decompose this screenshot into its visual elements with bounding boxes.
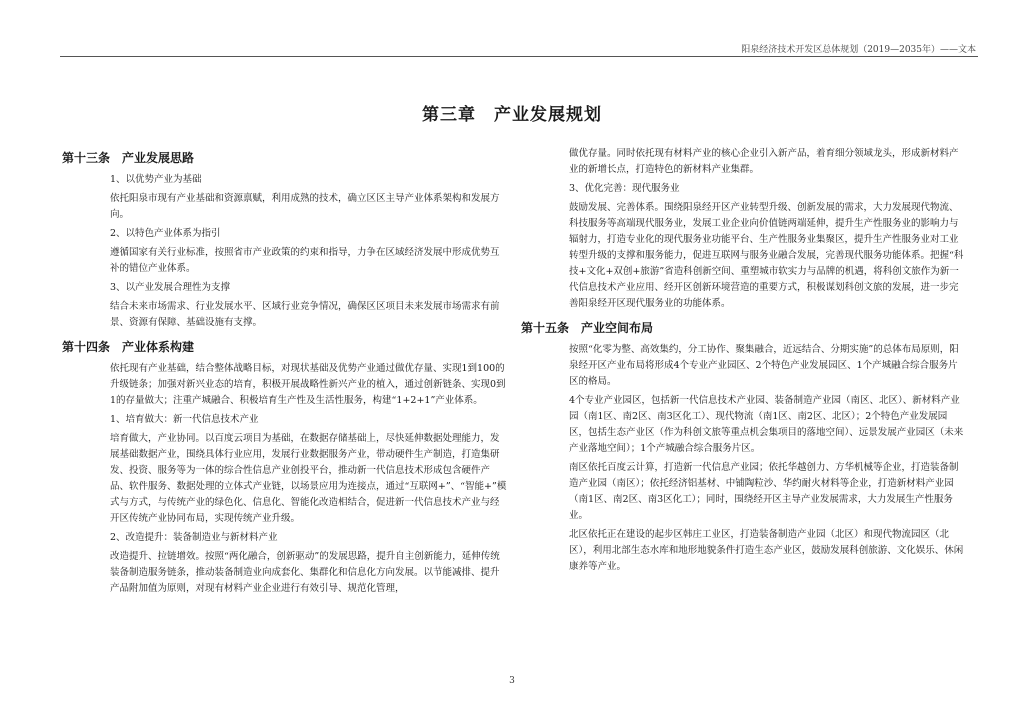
running-header: 阳泉经济技术开发区总体规划（2019—2035年）——文本 xyxy=(741,45,976,55)
body-paragraph: 鼓励发展、完善体系。围绕阳泉经开区产业转型升级、创新发展的需求，大力发展现代物流、科技服务等高端现代服务业，发展工业企业向价值链两端延伸，提升生产性服务业的影响力与辐射力，打造专业化的现代服务业功能平台、生产性服务业集聚区，提升生产性服务业对工业转型升级的支撑和服务能力，促进互联网与服务业融合发展，完善现代服务功能体系。把握“科技+文化+双创+旅游”省造科创新空间、重塑城市软实力与品牌的机遇，将科创文旅作为新一代信息技术产业应用、经开区创新环境营造的重要方式，积极谋划科创文旅的发展，进一步完善阳泉经开区现代服务业的功能体系。 xyxy=(569,202,964,309)
body-paragraph: 依托阳泉市现有产业基础和资源禀赋，利用成熟的技术，确立区区主导产业体系架构和发展方向。 xyxy=(110,193,500,220)
subsection-heading: 2、以特色产业体系为指引 xyxy=(110,228,221,239)
article-heading: 第十三条 产业发展思路 xyxy=(62,151,195,165)
body-paragraph: 做优存量。同时依托现有材料产业的核心企业引入新产品，着育细分领域龙头，形成新材料产业的新增长点，打造特色的新材料产业集群。 xyxy=(569,148,959,175)
subsection-heading: 3、以产业发展合理性为支撑 xyxy=(110,282,231,293)
body-paragraph: 按照“化零为整、高效集约，分工协作、聚集融合，近远结合、分期实施”的总体布局原则，阳泉经开区产业布局将形成4个专业产业园区、2个特色产业发展园区、1个产城融合综合服务片区的格局。 xyxy=(569,344,959,387)
body-paragraph: 依托现有产业基础，结合整体战略目标，对现状基础及优势产业通过做优存量、实现1到100的升级链条；加强对新兴业态的培育，积极开展战略性新兴产业的植入，通过创新链条、实现0到1的存量做大；注重产城融合、积极培育生产性及生活性服务，构建“1+2+1”产业体系。 xyxy=(110,363,506,406)
left-column xyxy=(62,150,507,600)
article-heading: 第十五条 产业空间布局 xyxy=(521,321,654,335)
subsection-heading: 2、改造提升：装备制造业与新材料产业 xyxy=(110,532,278,543)
body-paragraph: 遵循国家有关行业标准，按照省市产业政策的约束和指导，力争在区域经济发展中形成优势互补的错位产业体系。 xyxy=(110,247,500,274)
subsection-heading: 3、优化完善：现代服务业 xyxy=(569,183,680,194)
page-number: 3 xyxy=(509,676,515,686)
body-paragraph: 培育做大，产业协同。以百度云项目为基础，在数据存储基础上，尽快延伸数据处理能力，发展基础数据产业，围绕具体行业应用，发展行业数据服务产业，带动硬件生产制造，打造集研发、投资、服务等为一体的综合性信息产业创投平台，推动新一代信息技术形成包含硬件产品、软件服务、数据处理的立体式产业链，以场景应用为连接点，通过“互联网+”、“智能+”模式与方式，与传统产业的绿色化、信息化、智能化改造相结合，促进新一代信息技术产业与经开区传统产业协同布局，实现传统产业升级。 xyxy=(110,433,507,524)
chapter-title: 第三章 产业发展规划 xyxy=(422,105,602,125)
body-paragraph: 结合未来市场需求、行业发展水平、区域行业竞争情况，确保区区项目未来发展市场需求有前景、资源有保障、基础设施有支撑。 xyxy=(110,301,500,328)
right-column xyxy=(521,146,966,578)
body-paragraph: 4个专业产业园区，包括新一代信息技术产业园、装备制造产业园（南区、北区）、新材料产业园（南1区、南2区、南3区化工）、现代物流（南1区、南2区、北区）；2个特色产业发展园区，包括生态产业区（作为科创文旅等重点机会集项目的落地空间）、远景发展产业园区（未来产业落地空间）；1个产城融合综合服务片区。 xyxy=(569,395,964,454)
article-heading: 第十四条 产业体系构建 xyxy=(62,340,195,354)
body-paragraph: 改造提升、拉链增效。按照“两化融合，创新驱动”的发展思路，提升自主创新能力，延伸传统装备制造服务链条，推动装备制造业向成套化、集群化和信息化方向发展。以节能减排、提升产品附加值为原则，对现有材料产业企业进行有效引导、规范化管理， xyxy=(110,551,500,594)
subsection-heading: 1、以优势产业为基础 xyxy=(110,174,202,185)
header-divider xyxy=(60,56,978,57)
body-paragraph: 北区依托正在建设的起步区韩庄工业区，打造装备制造产业园（北区）和现代物流园区（北区），利用北部生态水库和地形地貌条件打造生态产业区，鼓励发展科创旅游、文化娱乐、休闲康养等产业。 xyxy=(569,529,964,572)
body-paragraph: 南区依托百度云计算，打造新一代信息产业园；依托华越创力、方华机械等企业，打造装备制造产业园（南区）；依托经济铝基材、中铺陶粒沙、华约耐火材料等企业，打造新材料产业园（南1区、南2区、南3区化工）；同时，围绕经开区主导产业发展需求，大力发展生产性服务业。 xyxy=(569,462,959,521)
subsection-heading: 1、培育做大：新一代信息技术产业 xyxy=(110,414,259,425)
